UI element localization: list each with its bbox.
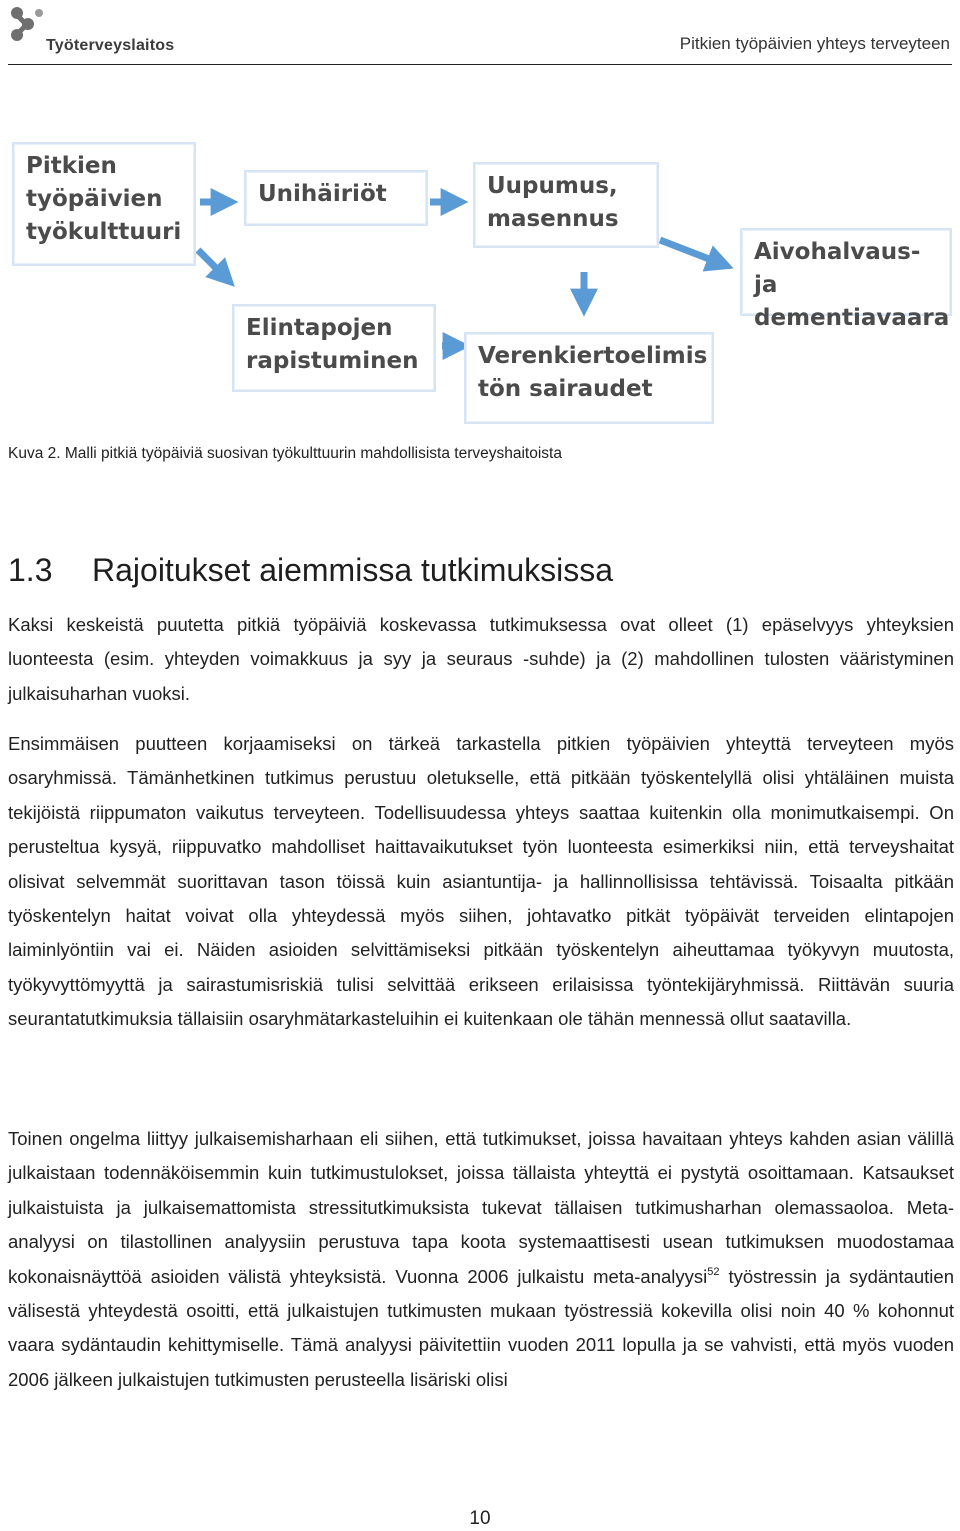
section-title: Rajoitukset aiemmissa tutkimuksissa [92,552,614,588]
figure-caption: Kuva 2. Malli pitkiä työpäiviä suosivan työkulttuurin mahdollisista terveyshaitoista [8,445,562,462]
page-number: 10 [469,1508,491,1529]
header-rule [8,64,952,65]
box-stroke: Aivohalvaus- ja dementiavaara [740,228,952,316]
logo-mark-icon [8,4,48,44]
paragraph-3 [8,1122,954,1397]
paragraph-3-text-a: Toinen ongelma liittyy julkaisemisharhaan eli siihen, että tutkimukset, joissa havaitaan yhteys kahden asian välillä julkaistaan todennäköisemmin kuin tutkimustulokset, joissa tällaista yhteyttä ei pystytä osoittamaan. Katsaukset julkaistuista ja julkaisemattomista stressitutkimuksista tukevat tällaisen tutkimusharhan olemassaoloa. Meta-analyysi on tilastollinen analyysiin perustuva tapa koota systemaattisesti usean tutkimuksen muodostamaa kokonaisnäyttöä asioiden välistä yhteyksistä. Vuonna 2006 julkaistu meta-analyysi [8,1128,954,1287]
arrow-burnout-to-stroke [660,240,722,264]
paragraph-1: Kaksi keskeistä puutetta pitkiä työpäiviä koskevassa tutkimuksessa ovat olleet (1) epäselvyys yhteyksien luonteesta (esim. yhteyden voimakkuus ja syy ja seuraus -suhde) ja (2) mahdollinen tulosten vääristyminen julkaisuharhan vuoksi. [8,614,954,704]
paragraph-2: Ensimmäisen puutteen korjaamiseksi on tärkeä tarkastella pitkien työpäivien yhteyttä terveyteen myös osaryhmissä. Tämänhetkinen tutkimus perustuu oletukselle, että pitkään työskentelyllä olisi yhtäläinen muista tekijöistä riippumaton vaikutus terveyteen. Todellisuudessa yhteys saattaa kuitenkin olla monimutkaisempi. On perusteltua kysyä, riippuvatko mahdolliset haittavaikutukset työn luonteesta esimerkiksi niin, että terveyshaitat olisivat selvemmät suorittavan tason töissä kuin asiantuntija- ja hallinnollisissa tehtävissä. Toisaalta pitkään työskentelyn haitat voivat olla yhteydessä myös siihen, johtavatko pitkät työpäivät terveiden elintapojen laiminlyöntiin vai ei. Näiden asioiden selvittämiseksi pitkään työskentelyn aiheuttamaa työkyvyn muutosta, työkyvyttömyyttä ja sairastumisriskiä tulisi selvittää erikseen erilaisissa työntekijäryhmissä. Riittävän suuria seurantatutkimuksia tällaisiin osaryhmätarkasteluihin ei kuitenkaan ole tähän mennessä ollut saatavilla. [8,733,954,1030]
logo [8,4,183,56]
box-sleep: Unihäiriöt [244,170,428,226]
box-burnout: Uupumus, masennus [473,162,659,248]
box-culture: Pitkien työpäivien työkulttuuri [12,142,196,266]
box-lifestyle: Elintapojen rapistuminen [232,304,436,392]
section-heading [8,552,613,589]
logo-text: Työterveyslaitos [46,37,175,54]
box-cardio: Verenkiertoelimis tön sairaudet [464,332,714,424]
running-head: Pitkien työpäivien yhteys terveyteen [679,34,950,53]
figure-diagram [0,120,960,430]
paragraph-3-text-b: työstressin ja sydäntautien välisestä yhteydestä osoitti, että julkaistujen tutkimusten mukaan työstressiä kokevilla olisi noin 40 % kohonnut vaara sydäntaudin kehittymiselle. Tämä analyysi päivitettiin vuoden 2011 lopulla ja se vahvisti, että myös vuoden 2006 jälkeen julkaistujen tutkimusten perusteella lisäriski olisi [8,1265,954,1390]
arrow-culture-to-lifestyle [198,250,226,278]
footnote-reference: 52 [707,1265,720,1278]
section-number: 1.3 [8,552,53,588]
